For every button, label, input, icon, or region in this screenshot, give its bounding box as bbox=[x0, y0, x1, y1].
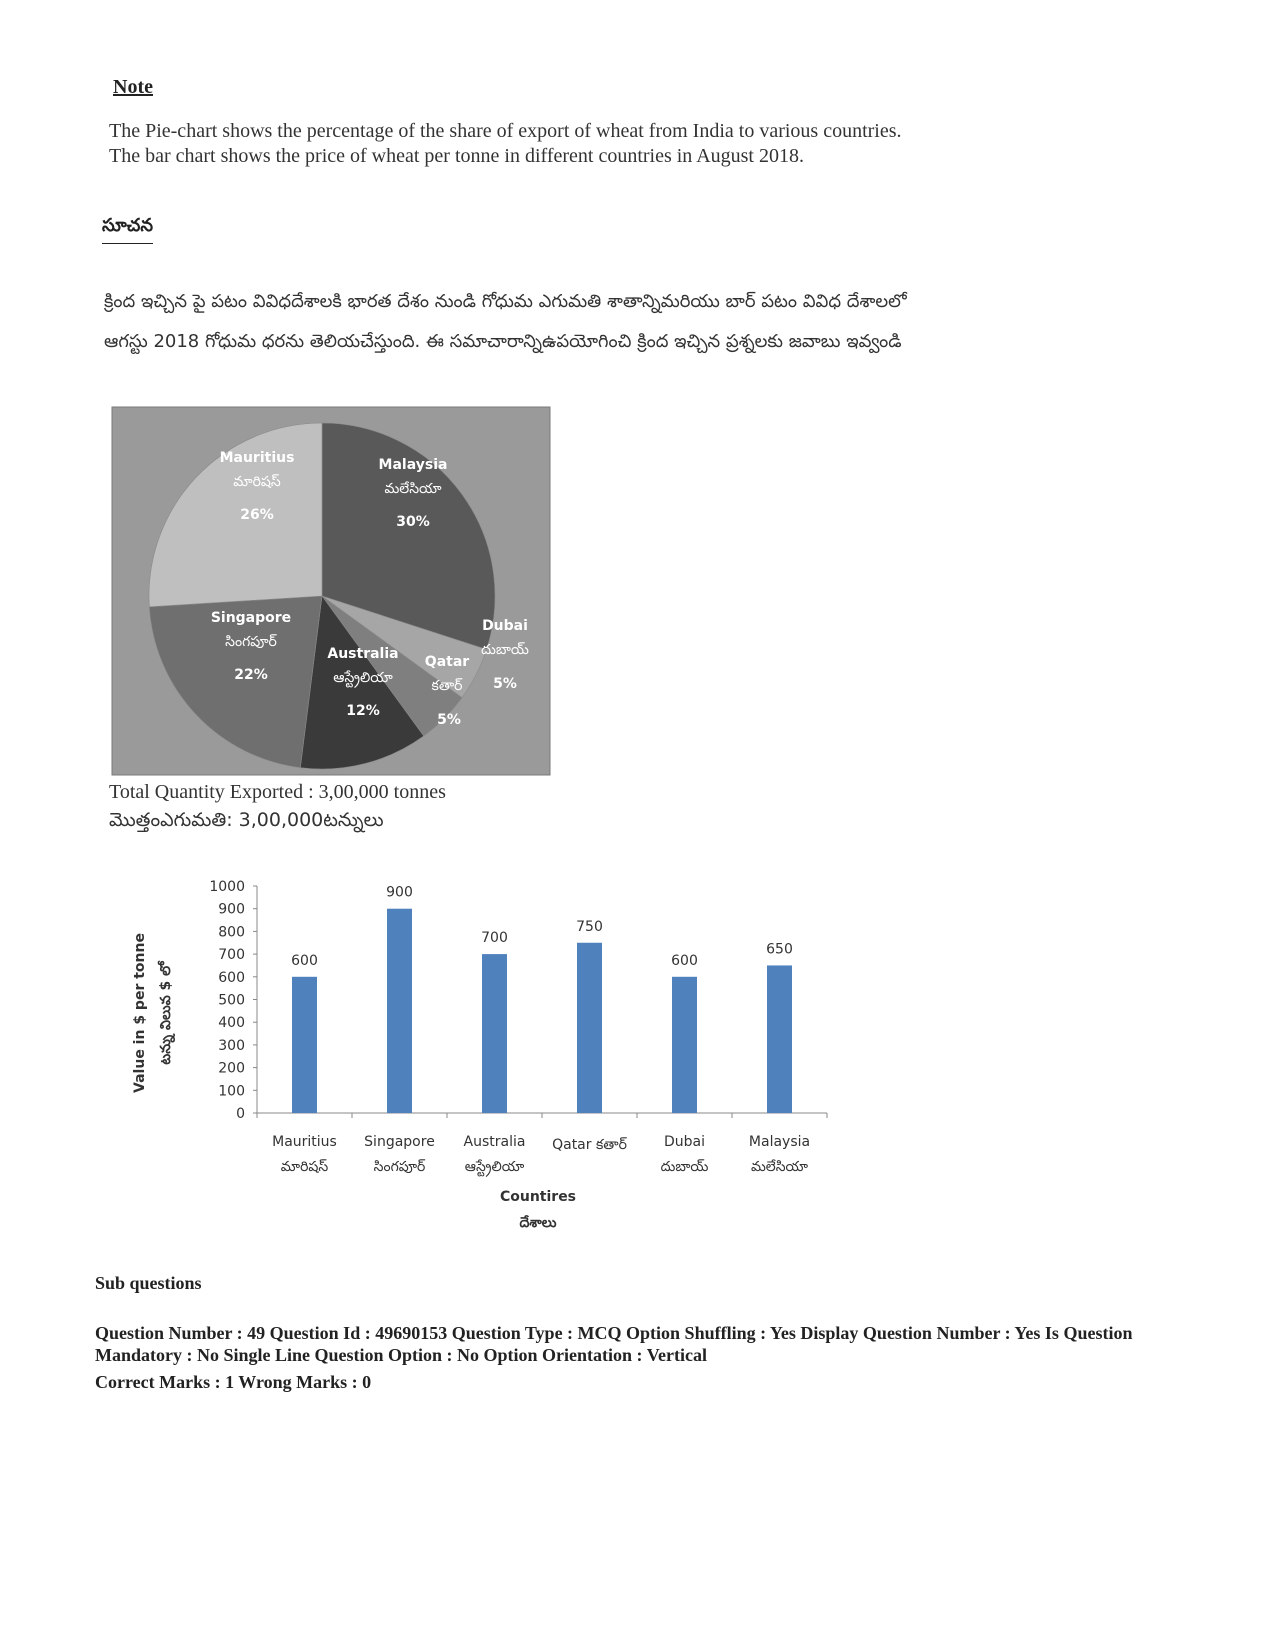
y-tick-label: 800 bbox=[218, 924, 245, 941]
total-exported-te: మొత్తంఎగుమతి: 3,00,000టన్నులు bbox=[109, 809, 384, 831]
y-tick-label: 300 bbox=[218, 1037, 245, 1054]
bar-australia bbox=[482, 954, 507, 1113]
bar-qatar bbox=[577, 943, 602, 1113]
y-tick-label: 600 bbox=[218, 969, 245, 986]
y-tick-label: 100 bbox=[218, 1083, 245, 1100]
pie-label-pct-singapore: 22% bbox=[234, 667, 268, 683]
x-tick-label-australia: Australia bbox=[463, 1134, 526, 1150]
x-tick-label-singapore: Singapore bbox=[364, 1134, 435, 1150]
pie-label-pct-dubai: 5% bbox=[493, 676, 517, 692]
pie-label-en-australia: Australia bbox=[327, 646, 399, 662]
x-tick-label-te-singapore: సింగపూర్ bbox=[373, 1159, 426, 1175]
y-tick-label: 500 bbox=[218, 992, 245, 1009]
bar-value-label-singapore: 900 bbox=[386, 884, 413, 901]
y-tick-label: 200 bbox=[218, 1060, 245, 1077]
y-tick-label: 1000 bbox=[209, 879, 245, 895]
pie-label-en-singapore: Singapore bbox=[210, 610, 292, 626]
bar-value-label-qatar: 750 bbox=[576, 918, 603, 935]
x-axis-title-te: దేశాలు bbox=[519, 1215, 557, 1231]
pie-label-en-qatar: Qatar bbox=[424, 654, 470, 670]
telugu-note-heading: సూచన bbox=[102, 215, 153, 244]
bar-value-label-dubai: 600 bbox=[671, 952, 698, 969]
note-text: The Pie-chart shows the percentage of the share of export of wheat from India to various countries. The bar chart shows the price of wheat per tonne in different countries in August 2018. bbox=[109, 120, 902, 167]
pie-label-te-australia: ఆస్ట్రేలియా bbox=[333, 670, 393, 686]
bar-value-label-mauritius: 600 bbox=[291, 952, 318, 969]
question-meta: Question Number : 49 Question Id : 49690153 Question Type : MCQ Option Shuffling : Yes Display Question Number : Yes Is Question Mandatory : No Single Line Question Option : No Option Orientation : Vertical bbox=[95, 1323, 1133, 1365]
x-tick-label-te-australia: ఆస్ట్రేలియా bbox=[464, 1159, 525, 1175]
pie-label-te-mauritius: మారిషస్ bbox=[233, 474, 281, 490]
pie-label-en-mauritius: Mauritius bbox=[219, 450, 295, 466]
y-tick-label: 900 bbox=[218, 901, 245, 918]
question-marks: Correct Marks : 1 Wrong Marks : 0 bbox=[95, 1372, 372, 1392]
wheat-price-bar-chart bbox=[120, 868, 840, 1258]
x-tick-label-qatar: Qatar కతార్ bbox=[552, 1137, 627, 1153]
bar-value-label-australia: 700 bbox=[481, 930, 508, 947]
bar-malaysia bbox=[767, 965, 792, 1113]
y-axis-title-te: టన్ను విలువ $ లో bbox=[158, 961, 174, 1065]
note-heading: Note bbox=[113, 76, 153, 98]
pie-label-te-dubai: దుబాయ్ bbox=[481, 642, 529, 658]
x-axis-title: Countires bbox=[499, 1189, 577, 1205]
y-tick-label: 700 bbox=[218, 947, 245, 964]
pie-label-pct-australia: 12% bbox=[346, 703, 380, 719]
telugu-note-text: క్రింద ఇచ్చిన పై పటం వివిధదేశాలకి భారత దేశం నుండి గోధుమ ఎగుమతి శాతాన్నిమరియు బార్ పటం వివిధ దేశాలలో ఆగస్టు 2018 గోధుమ ధరను తెలియచేస్తుంది. ఈ సమాచారాన్నిఉపయోగించి క్రింద ఇచ్చిన ప్రశ్నలకు జవాబు ఇవ్వండి bbox=[104, 291, 907, 352]
x-tick-label-mauritius: Mauritius bbox=[272, 1134, 337, 1150]
x-tick-label-malaysia: Malaysia bbox=[748, 1134, 811, 1150]
pie-label-pct-malaysia: 30% bbox=[396, 514, 430, 530]
pie-label-te-malaysia: మలేసియా bbox=[384, 481, 442, 497]
export-share-pie-chart bbox=[111, 406, 551, 776]
y-axis-title: Value in $ per tonne bbox=[132, 933, 148, 1093]
y-tick-label: 400 bbox=[218, 1015, 245, 1032]
pie-label-te-qatar: కతార్ bbox=[431, 678, 463, 694]
total-exported-en: Total Quantity Exported : 3,00,000 tonnes bbox=[109, 781, 446, 803]
bar-mauritius bbox=[292, 977, 317, 1113]
y-tick-label: 0 bbox=[236, 1106, 245, 1122]
x-tick-label-te-mauritius: మారిషస్ bbox=[280, 1159, 329, 1175]
pie-label-pct-qatar: 5% bbox=[437, 712, 461, 728]
x-tick-label-dubai: Dubai bbox=[663, 1134, 706, 1150]
pie-label-en-malaysia: Malaysia bbox=[378, 457, 448, 473]
x-tick-label-te-dubai: దుబాయ్ bbox=[660, 1159, 709, 1175]
x-tick-label-te-malaysia: మలేసియా bbox=[750, 1159, 809, 1175]
sub-questions-label: Sub questions bbox=[95, 1273, 202, 1293]
pie-label-te-singapore: సింగపూర్ bbox=[225, 634, 277, 650]
bar-dubai bbox=[672, 977, 697, 1113]
pie-label-en-dubai: Dubai bbox=[482, 618, 528, 634]
bar-singapore bbox=[387, 909, 412, 1113]
pie-label-pct-mauritius: 26% bbox=[240, 507, 274, 523]
bar-value-label-malaysia: 650 bbox=[766, 941, 793, 958]
